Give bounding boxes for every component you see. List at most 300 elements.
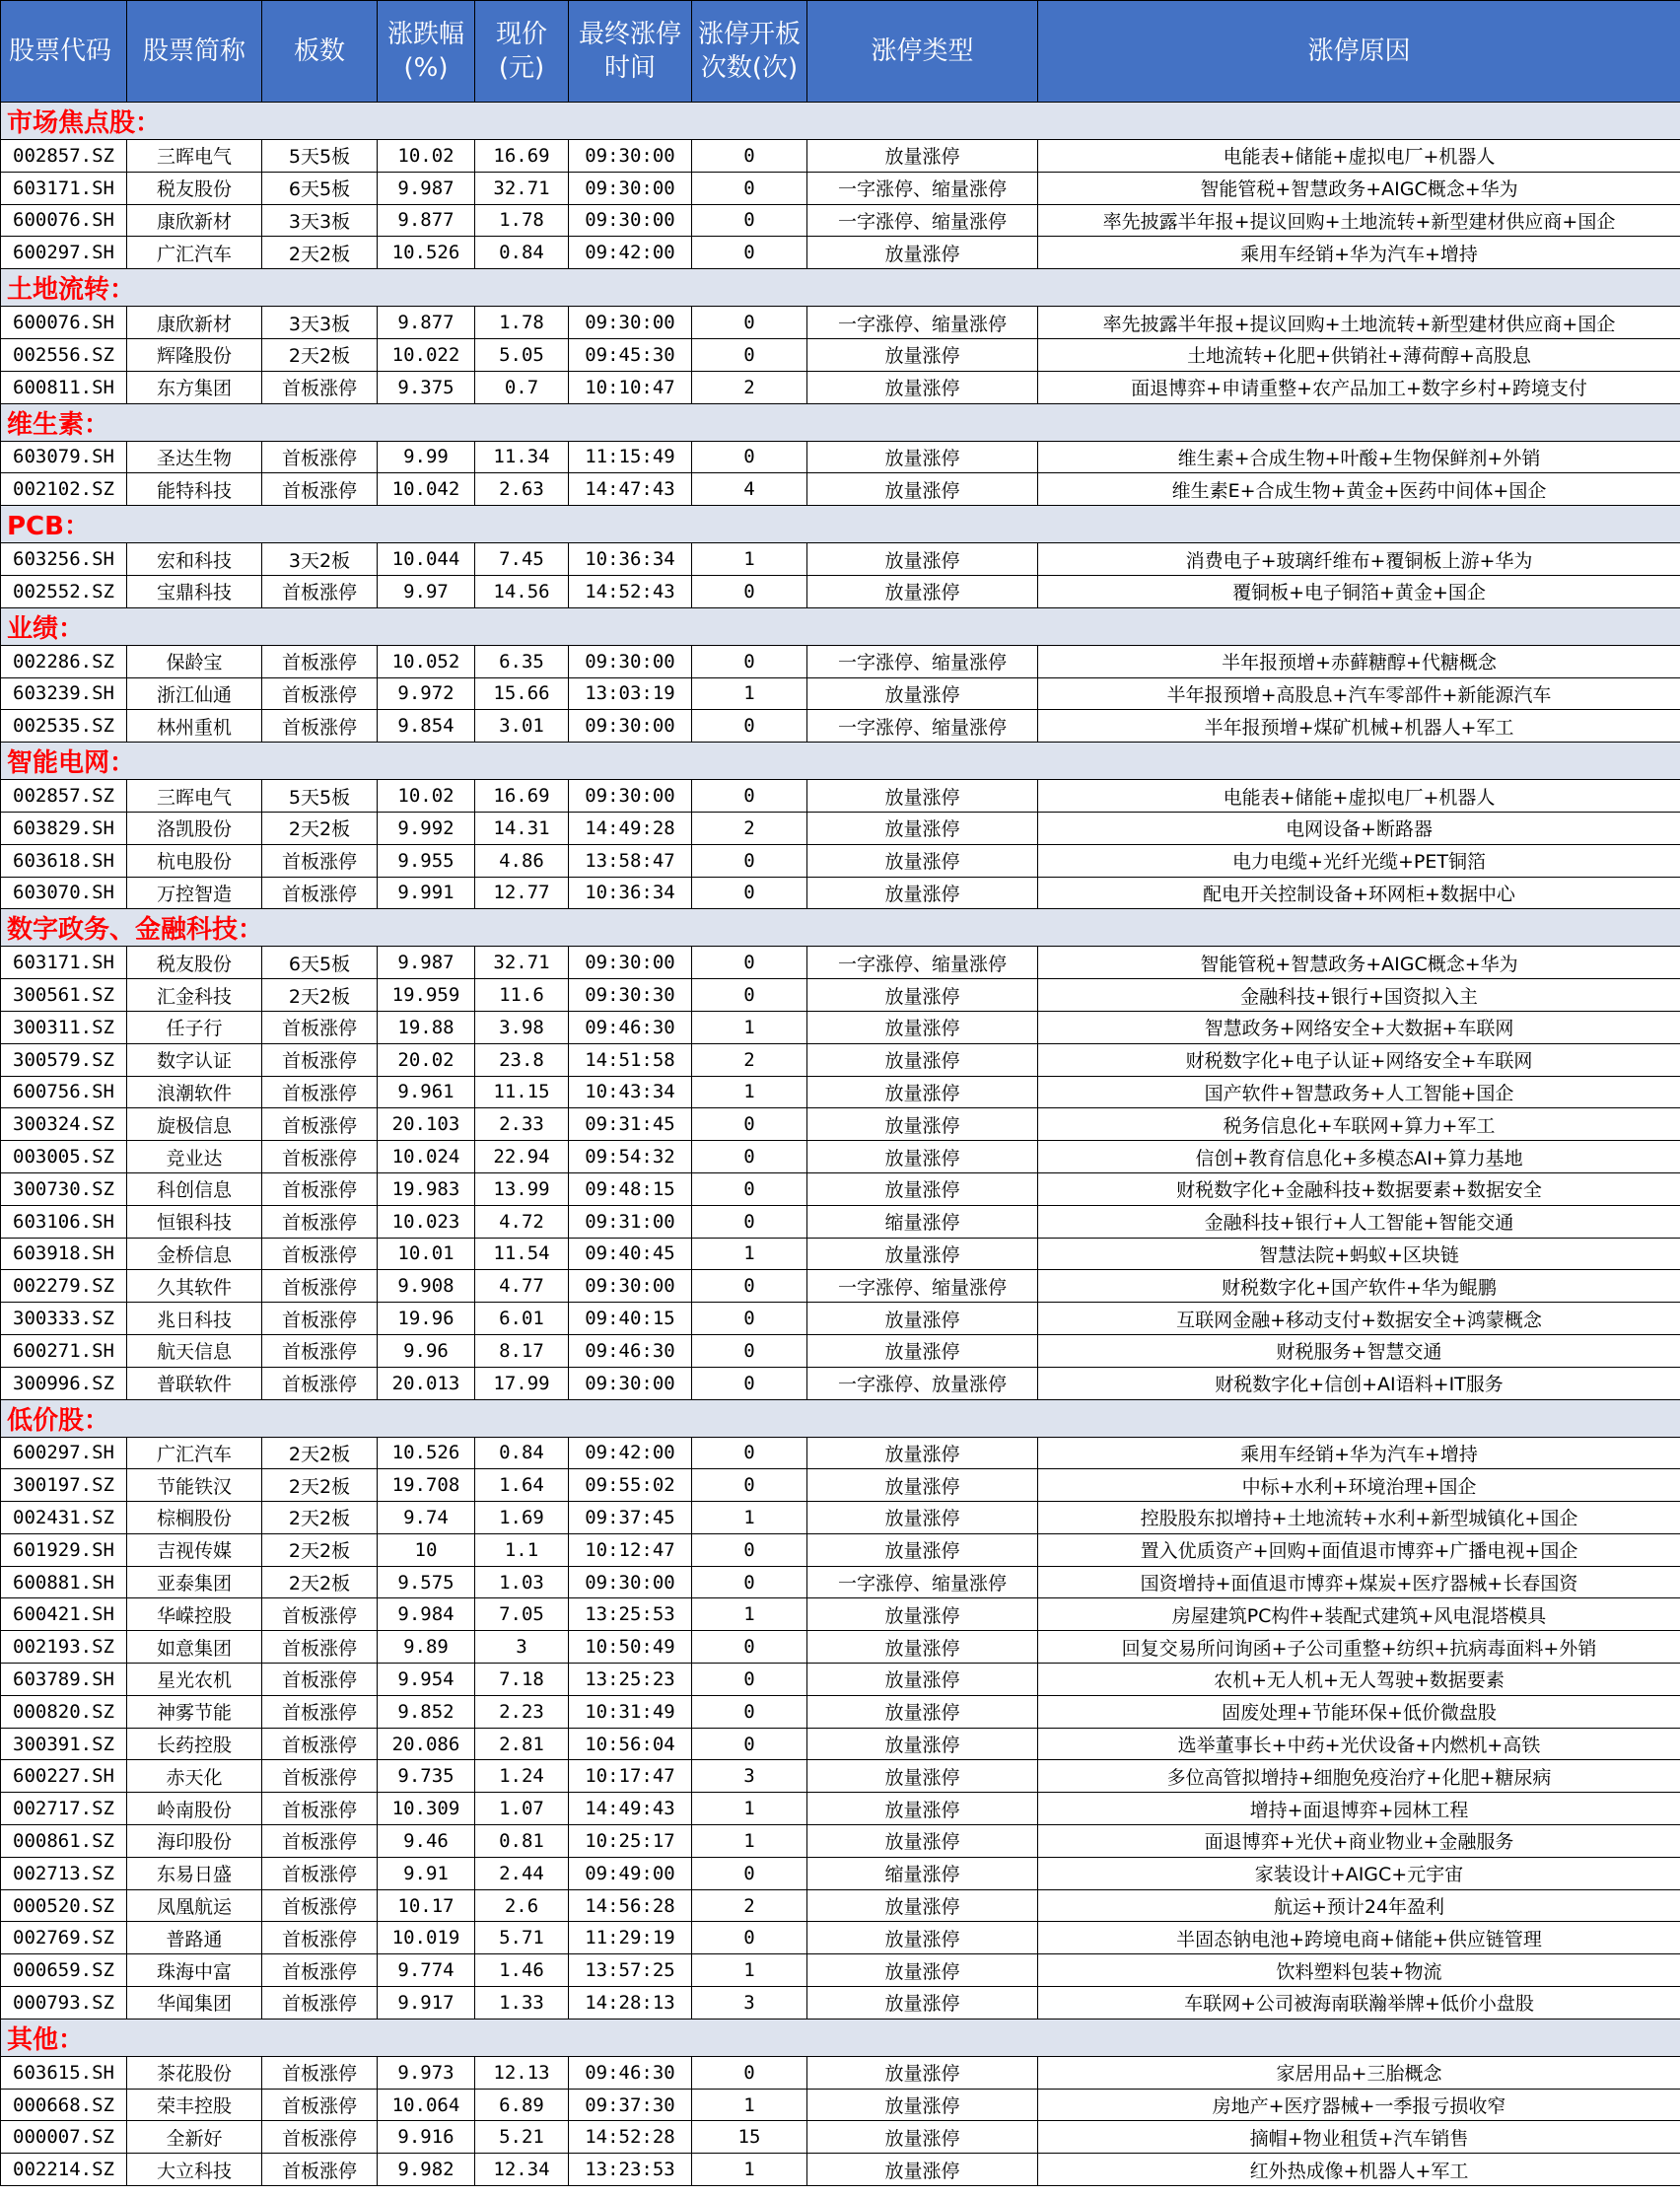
cell-board-count: 首板涨停 [262,1076,378,1108]
cell-final-limit-time: 09:30:00 [569,645,692,677]
cell-price: 12.13 [475,2056,569,2089]
cell-limit-reason: 农机+无人机+无人驾驶+数据要素 [1038,1664,1680,1696]
cell-limit-type: 一字涨停、缩量涨停 [807,645,1038,677]
table-row [1,1954,1680,1987]
table-row [1,844,1680,877]
cell-open-count: 0 [692,1172,807,1205]
cell-stock-code: 603239.SH [1,677,127,710]
cell-price: 0.84 [475,1437,569,1469]
cell-stock-code: 000820.SZ [1,1695,127,1728]
cell-change-pct: 19.96 [378,1303,475,1335]
cell-final-limit-time: 09:30:00 [569,172,692,204]
cell-limit-type: 放量涨停 [807,2056,1038,2089]
cell-price: 11.34 [475,441,569,473]
cell-limit-type: 一字涨停、缩量涨停 [807,172,1038,204]
cell-stock-code: 300996.SZ [1,1367,127,1399]
cell-open-count: 0 [692,645,807,677]
cell-price: 1.69 [475,1502,569,1534]
cell-price: 14.56 [475,575,569,607]
cell-change-pct: 9.735 [378,1760,475,1793]
cell-limit-reason: 控股股东拟增持+土地流转+水利+新型城镇化+国企 [1038,1502,1680,1534]
header-limit-type: 涨停类型 [807,1,1038,103]
cell-price: 12.34 [475,2154,569,2186]
cell-board-count: 首板涨停 [262,1825,378,1858]
cell-final-limit-time: 14:52:43 [569,575,692,607]
cell-stock-name: 东方集团 [127,371,262,403]
cell-stock-name: 岭南股份 [127,1793,262,1825]
cell-final-limit-time: 14:52:28 [569,2121,692,2154]
cell-change-pct: 10.02 [378,140,475,173]
cell-stock-code: 002286.SZ [1,645,127,677]
table-row [1,237,1680,269]
cell-price: 1.07 [475,1793,569,1825]
cell-final-limit-time: 09:46:30 [569,1011,692,1043]
cell-stock-name: 三晖电气 [127,780,262,813]
cell-board-count: 2天2板 [262,1533,378,1566]
cell-stock-code: 300730.SZ [1,1172,127,1205]
cell-limit-reason: 金融科技+银行+人工智能+智能交通 [1038,1205,1680,1238]
cell-stock-name: 三晖电气 [127,140,262,173]
cell-price: 4.72 [475,1205,569,1238]
table-row [1,2089,1680,2121]
cell-limit-reason: 电力电缆+光纤光缆+PET铜箔 [1038,844,1680,877]
cell-stock-code: 603256.SH [1,543,127,576]
cell-price: 23.8 [475,1043,569,1076]
cell-final-limit-time: 13:23:53 [569,2154,692,2186]
cell-board-count: 首板涨停 [262,1954,378,1987]
cell-limit-type: 放量涨停 [807,1043,1038,1076]
cell-price: 11.15 [475,1076,569,1108]
table-row [1,338,1680,371]
cell-open-count: 0 [692,575,807,607]
cell-stock-name: 大立科技 [127,2154,262,2186]
cell-final-limit-time: 09:30:00 [569,1367,692,1399]
cell-final-limit-time: 09:31:45 [569,1108,692,1141]
cell-open-count: 0 [692,1303,807,1335]
cell-change-pct: 9.992 [378,812,475,844]
section-header [1,103,1680,140]
cell-price: 16.69 [475,140,569,173]
section-header [1,743,1680,780]
cell-board-count: 2天2板 [262,812,378,844]
cell-limit-type: 放量涨停 [807,2154,1038,2186]
cell-final-limit-time: 14:56:28 [569,1889,692,1922]
cell-open-count: 0 [692,1533,807,1566]
cell-open-count: 1 [692,1238,807,1270]
cell-price: 2.63 [475,473,569,506]
cell-stock-name: 保龄宝 [127,645,262,677]
cell-open-count: 2 [692,812,807,844]
cell-limit-reason: 家装设计+AIGC+元宇宙 [1038,1857,1680,1889]
cell-stock-name: 茶花股份 [127,2056,262,2089]
cell-limit-reason: 多位高管拟增持+细胞免疫治疗+化肥+糖尿病 [1038,1760,1680,1793]
cell-open-count: 1 [692,2089,807,2121]
cell-limit-type: 放量涨停 [807,1334,1038,1367]
cell-limit-type: 一字涨停、放量涨停 [807,1367,1038,1399]
cell-stock-code: 002431.SZ [1,1502,127,1534]
table-row [1,2121,1680,2154]
cell-stock-name: 税友股份 [127,172,262,204]
cell-limit-type: 放量涨停 [807,1011,1038,1043]
cell-change-pct: 9.575 [378,1566,475,1598]
cell-open-count: 0 [692,1108,807,1141]
cell-price: 2.23 [475,1695,569,1728]
cell-board-count: 首板涨停 [262,1270,378,1303]
cell-limit-type: 放量涨停 [807,1987,1038,2020]
cell-change-pct: 9.955 [378,844,475,877]
cell-change-pct: 10.022 [378,338,475,371]
table-row [1,2056,1680,2089]
cell-final-limit-time: 10:31:49 [569,1695,692,1728]
cell-final-limit-time: 14:49:28 [569,812,692,844]
cell-change-pct: 9.982 [378,2154,475,2186]
table-row [1,1664,1680,1696]
table-row [1,172,1680,204]
cell-stock-code: 600076.SH [1,204,127,237]
cell-price: 14.31 [475,812,569,844]
cell-price: 13.99 [475,1172,569,1205]
cell-final-limit-time: 09:30:00 [569,1566,692,1598]
cell-limit-type: 一字涨停、缩量涨停 [807,204,1038,237]
cell-price: 7.45 [475,543,569,576]
cell-change-pct: 9.74 [378,1502,475,1534]
section-title: 其他： [1,2019,1680,2056]
cell-board-count: 首板涨停 [262,2056,378,2089]
cell-change-pct: 9.954 [378,1664,475,1696]
cell-open-count: 1 [692,677,807,710]
cell-limit-reason: 率先披露半年报+提议回购+土地流转+新型建材供应商+国企 [1038,307,1680,339]
cell-open-count: 3 [692,1987,807,2020]
cell-limit-type: 放量涨停 [807,1076,1038,1108]
cell-board-count: 首板涨停 [262,1043,378,1076]
cell-price: 32.71 [475,172,569,204]
cell-limit-type: 放量涨停 [807,1469,1038,1502]
cell-limit-type: 放量涨停 [807,1695,1038,1728]
cell-open-count: 3 [692,1760,807,1793]
cell-limit-type: 放量涨停 [807,1889,1038,1922]
cell-stock-code: 603171.SH [1,172,127,204]
cell-final-limit-time: 09:55:02 [569,1469,692,1502]
cell-stock-code: 002193.SZ [1,1631,127,1664]
cell-limit-type: 放量涨停 [807,1437,1038,1469]
cell-limit-reason: 饮料塑料包装+物流 [1038,1954,1680,1987]
cell-change-pct: 19.959 [378,979,475,1012]
cell-final-limit-time: 11:29:19 [569,1922,692,1954]
cell-change-pct: 10.044 [378,543,475,576]
cell-change-pct: 10.01 [378,1238,475,1270]
cell-limit-type: 放量涨停 [807,1793,1038,1825]
cell-open-count: 2 [692,1889,807,1922]
cell-stock-name: 普路通 [127,1922,262,1954]
cell-price: 1.46 [475,1954,569,1987]
table-row [1,204,1680,237]
cell-limit-type: 缩量涨停 [807,1205,1038,1238]
section-header [1,2019,1680,2056]
table-row [1,1303,1680,1335]
cell-final-limit-time: 09:42:00 [569,1437,692,1469]
cell-change-pct: 10.019 [378,1922,475,1954]
cell-open-count: 15 [692,2121,807,2154]
cell-limit-reason: 乘用车经销+华为汽车+增持 [1038,1437,1680,1469]
cell-stock-name: 康欣新材 [127,204,262,237]
table-row [1,1469,1680,1502]
cell-final-limit-time: 09:30:00 [569,140,692,173]
cell-price: 2.44 [475,1857,569,1889]
cell-stock-name: 辉隆股份 [127,338,262,371]
cell-open-count: 0 [692,338,807,371]
cell-change-pct: 9.375 [378,371,475,403]
cell-limit-type: 放量涨停 [807,473,1038,506]
cell-open-count: 0 [692,172,807,204]
cell-limit-type: 放量涨停 [807,1825,1038,1858]
cell-board-count: 首板涨停 [262,1857,378,1889]
table-row [1,1172,1680,1205]
table-row [1,1367,1680,1399]
table-row [1,307,1680,339]
cell-limit-type: 放量涨停 [807,1954,1038,1987]
cell-stock-name: 任子行 [127,1011,262,1043]
cell-limit-reason: 面退博弈+申请重整+农产品加工+数字乡村+跨境支付 [1038,371,1680,403]
cell-stock-code: 300324.SZ [1,1108,127,1141]
cell-change-pct: 9.991 [378,877,475,909]
header-price: 现价(元) [475,1,569,103]
cell-stock-name: 科创信息 [127,1172,262,1205]
cell-change-pct: 9.917 [378,1987,475,2020]
cell-open-count: 0 [692,1922,807,1954]
cell-stock-name: 海印股份 [127,1825,262,1858]
cell-board-count: 首板涨停 [262,1334,378,1367]
cell-stock-name: 竞业达 [127,1141,262,1173]
cell-open-count: 0 [692,877,807,909]
cell-limit-type: 放量涨停 [807,1728,1038,1760]
cell-open-count: 1 [692,1076,807,1108]
cell-price: 6.35 [475,645,569,677]
cell-board-count: 3天3板 [262,204,378,237]
cell-board-count: 首板涨停 [262,1367,378,1399]
cell-stock-code: 600227.SH [1,1760,127,1793]
cell-limit-reason: 电能表+储能+虚拟电厂+机器人 [1038,780,1680,813]
cell-stock-name: 万控智造 [127,877,262,909]
table-row [1,1631,1680,1664]
cell-final-limit-time: 09:42:00 [569,237,692,269]
cell-limit-type: 缩量涨停 [807,1857,1038,1889]
cell-open-count: 0 [692,1367,807,1399]
table-row [1,1238,1680,1270]
cell-price: 1.24 [475,1760,569,1793]
cell-open-count: 0 [692,844,807,877]
cell-board-count: 6天5板 [262,172,378,204]
cell-final-limit-time: 09:48:15 [569,1172,692,1205]
cell-stock-name: 杭电股份 [127,844,262,877]
cell-change-pct: 9.987 [378,172,475,204]
cell-stock-name: 康欣新材 [127,307,262,339]
cell-change-pct: 10.309 [378,1793,475,1825]
cell-final-limit-time: 09:30:30 [569,979,692,1012]
cell-stock-code: 601929.SH [1,1533,127,1566]
cell-open-count: 0 [692,1270,807,1303]
header-final-limit-time: 最终涨停时间 [569,1,692,103]
cell-open-count: 0 [692,1437,807,1469]
cell-board-count: 首板涨停 [262,1598,378,1631]
cell-open-count: 0 [692,204,807,237]
cell-limit-reason: 土地流转+化肥+供销社+薄荷醇+高股息 [1038,338,1680,371]
cell-stock-name: 汇金科技 [127,979,262,1012]
table-row [1,1728,1680,1760]
cell-price: 2.6 [475,1889,569,1922]
cell-final-limit-time: 09:30:00 [569,710,692,743]
cell-stock-code: 603918.SH [1,1238,127,1270]
cell-limit-type: 一字涨停、缩量涨停 [807,947,1038,979]
cell-stock-name: 宝鼎科技 [127,575,262,607]
cell-limit-reason: 率先披露半年报+提议回购+土地流转+新型建材供应商+国企 [1038,204,1680,237]
header-open-count: 涨停开板次数(次) [692,1,807,103]
cell-limit-reason: 半年报预增+赤藓糖醇+代糖概念 [1038,645,1680,677]
cell-stock-code: 002857.SZ [1,780,127,813]
cell-stock-code: 000520.SZ [1,1889,127,1922]
cell-change-pct: 20.103 [378,1108,475,1141]
cell-open-count: 0 [692,1566,807,1598]
cell-board-count: 首板涨停 [262,1793,378,1825]
section-header [1,607,1680,645]
cell-final-limit-time: 11:15:49 [569,441,692,473]
cell-limit-reason: 金融科技+银行+国资拟入主 [1038,979,1680,1012]
cell-change-pct: 20.02 [378,1043,475,1076]
cell-price: 32.71 [475,947,569,979]
section-header [1,909,1680,947]
cell-board-count: 2天2板 [262,979,378,1012]
cell-board-count: 首板涨停 [262,2154,378,2186]
table-row [1,371,1680,403]
cell-limit-reason: 国产软件+智慧政务+人工智能+国企 [1038,1076,1680,1108]
cell-limit-reason: 智慧法院+蚂蚁+区块链 [1038,1238,1680,1270]
cell-stock-code: 002102.SZ [1,473,127,506]
cell-limit-reason: 信创+教育信息化+多模态AI+算力基地 [1038,1141,1680,1173]
table-row [1,1141,1680,1173]
cell-board-count: 首板涨停 [262,844,378,877]
cell-final-limit-time: 14:51:58 [569,1043,692,1076]
cell-stock-code: 600421.SH [1,1598,127,1631]
table-row [1,812,1680,844]
cell-open-count: 0 [692,307,807,339]
cell-board-count: 5天5板 [262,140,378,173]
cell-limit-type: 放量涨停 [807,1533,1038,1566]
cell-change-pct: 10.02 [378,780,475,813]
cell-stock-code: 002556.SZ [1,338,127,371]
cell-price: 11.6 [475,979,569,1012]
cell-open-count: 1 [692,1011,807,1043]
cell-open-count: 0 [692,947,807,979]
cell-stock-code: 000659.SZ [1,1954,127,1987]
cell-change-pct: 9.852 [378,1695,475,1728]
cell-limit-type: 放量涨停 [807,1108,1038,1141]
cell-change-pct: 9.961 [378,1076,475,1108]
cell-open-count: 1 [692,1954,807,1987]
cell-stock-name: 节能铁汉 [127,1469,262,1502]
cell-change-pct: 9.854 [378,710,475,743]
table-row [1,1857,1680,1889]
cell-stock-code: 600297.SH [1,237,127,269]
cell-limit-type: 放量涨停 [807,1631,1038,1664]
cell-final-limit-time: 09:46:30 [569,1334,692,1367]
section-header [1,1399,1680,1437]
cell-limit-type: 放量涨停 [807,371,1038,403]
cell-open-count: 0 [692,1695,807,1728]
table-row [1,1793,1680,1825]
cell-open-count: 0 [692,1141,807,1173]
cell-board-count: 2天2板 [262,1502,378,1534]
cell-change-pct: 19.88 [378,1011,475,1043]
cell-final-limit-time: 09:30:00 [569,307,692,339]
cell-limit-type: 放量涨停 [807,1664,1038,1696]
cell-open-count: 4 [692,473,807,506]
cell-stock-name: 亚泰集团 [127,1566,262,1598]
cell-board-count: 5天5板 [262,780,378,813]
cell-change-pct: 9.987 [378,947,475,979]
cell-stock-code: 603829.SH [1,812,127,844]
cell-open-count: 0 [692,780,807,813]
cell-board-count: 首板涨停 [262,1664,378,1696]
cell-stock-code: 000861.SZ [1,1825,127,1858]
cell-final-limit-time: 09:37:30 [569,2089,692,2121]
cell-limit-reason: 乘用车经销+华为汽车+增持 [1038,237,1680,269]
cell-stock-name: 兆日科技 [127,1303,262,1335]
cell-price: 1.1 [475,1533,569,1566]
cell-price: 2.33 [475,1108,569,1141]
cell-open-count: 1 [692,1825,807,1858]
cell-limit-type: 放量涨停 [807,338,1038,371]
cell-final-limit-time: 10:36:34 [569,877,692,909]
cell-limit-reason: 互联网金融+移动支付+数据安全+鸿蒙概念 [1038,1303,1680,1335]
cell-board-count: 2天2板 [262,338,378,371]
table-row [1,979,1680,1012]
cell-stock-name: 洛凯股份 [127,812,262,844]
cell-change-pct: 19.983 [378,1172,475,1205]
cell-board-count: 首板涨停 [262,1303,378,1335]
section-title: 维生素： [1,403,1680,441]
cell-stock-code: 002552.SZ [1,575,127,607]
cell-stock-name: 长药控股 [127,1728,262,1760]
cell-price: 1.03 [475,1566,569,1598]
cell-change-pct: 9.46 [378,1825,475,1858]
section-title: 土地流转： [1,269,1680,307]
table-row [1,1205,1680,1238]
cell-final-limit-time: 14:49:43 [569,1793,692,1825]
cell-price: 0.81 [475,1825,569,1858]
cell-stock-name: 荣丰控股 [127,2089,262,2121]
cell-price: 5.05 [475,338,569,371]
cell-stock-code: 300391.SZ [1,1728,127,1760]
cell-stock-name: 如意集团 [127,1631,262,1664]
cell-limit-type: 放量涨停 [807,844,1038,877]
cell-price: 8.17 [475,1334,569,1367]
cell-change-pct: 19.708 [378,1469,475,1502]
table-row [1,473,1680,506]
cell-stock-code: 002535.SZ [1,710,127,743]
cell-open-count: 0 [692,1664,807,1696]
cell-change-pct: 9.96 [378,1334,475,1367]
cell-final-limit-time: 13:25:23 [569,1664,692,1696]
cell-stock-name: 赤天化 [127,1760,262,1793]
cell-limit-reason: 车联网+公司被海南联瀚举牌+低价小盘股 [1038,1987,1680,2020]
cell-board-count: 首板涨停 [262,1631,378,1664]
cell-change-pct: 9.908 [378,1270,475,1303]
cell-stock-code: 002717.SZ [1,1793,127,1825]
header-change-pct: 涨跌幅(%) [378,1,475,103]
cell-open-count: 0 [692,1469,807,1502]
table-row [1,1695,1680,1728]
cell-board-count: 3天3板 [262,307,378,339]
table-row [1,1598,1680,1631]
